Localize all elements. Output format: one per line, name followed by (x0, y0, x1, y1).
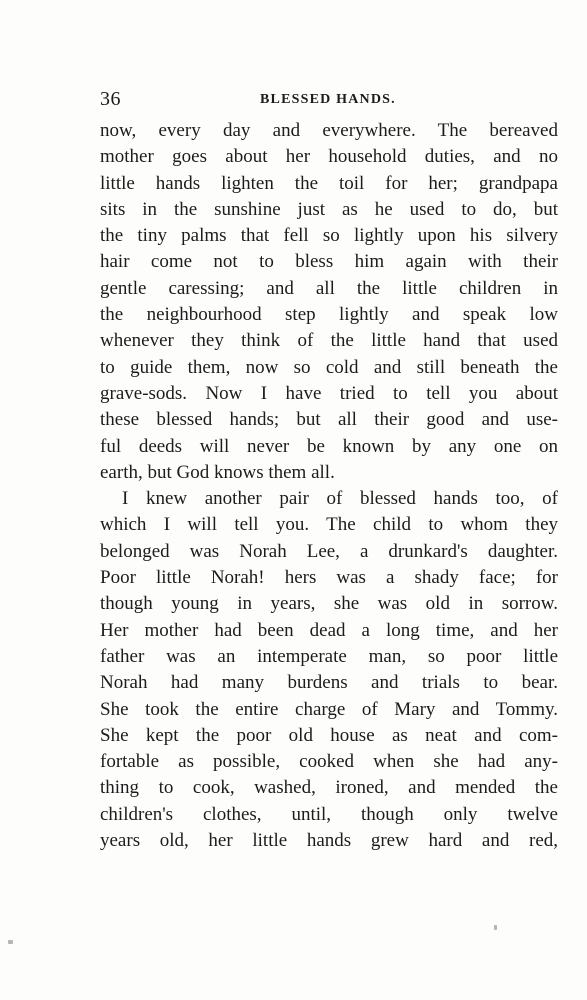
paragraph-2 (100, 486, 558, 854)
text-line: hair come not to bless him again with their (100, 251, 558, 273)
text-line: grave-sods. Now I have tried to tell you about (100, 382, 558, 404)
body-text (100, 118, 558, 854)
text-line: belonged was Norah Lee, a drunkard's daughter. (100, 540, 558, 562)
text-line: Her mother had been dead a long time, and her (100, 619, 558, 641)
paper-speck (8, 940, 13, 944)
text-line: father was an intemperate man, so poor little (100, 645, 558, 667)
text-line: years old, her little hands grew hard and red, (100, 830, 558, 852)
text-line: the tiny palms that fell so lightly upon his silvery (100, 225, 558, 247)
text-line: now, every day and everywhere. The bereaved (100, 120, 558, 141)
text-line: though young in years, she was old in sorrow. (100, 593, 558, 615)
text-line: which I will tell you. The child to whom they (100, 514, 558, 536)
text-line: little hands lighten the toil for her; grandpapa (100, 172, 558, 194)
text-line: the neighbourhood step lightly and speak low (100, 304, 558, 326)
text-line: these blessed hands; but all their good and use- (100, 409, 558, 431)
text-line: Poor little Norah! hers was a shady face; for (100, 567, 558, 589)
text-line: She took the entire charge of Mary and Tommy. (100, 698, 558, 720)
running-title: BLESSED HANDS. (260, 92, 396, 107)
text-line: whenever they think of the little hand that used (100, 330, 558, 352)
paragraph-1 (100, 118, 558, 486)
text-line: gentle caressing; and all the little children in (100, 277, 558, 299)
paper-speck (494, 925, 497, 930)
text-line: sits in the sunshine just as he used to do, but (100, 198, 558, 220)
text-line: I knew another pair of blessed hands too, of (122, 488, 558, 510)
text-line: to guide them, now so cold and still beneath the (100, 356, 558, 378)
text-line: children's clothes, until, though only twelve (100, 803, 558, 825)
text-line: ful deeds will never be known by any one on (100, 435, 558, 457)
text-line: mother goes about her household duties, and no (100, 146, 558, 168)
text-line: fortable as possible, cooked when she had any- (100, 751, 558, 773)
text-line: Norah had many burdens and trials to bear. (100, 672, 558, 694)
page-number: 36 (100, 88, 121, 110)
text-line: earth, but God knows them all. (100, 461, 335, 483)
text-line: thing to cook, washed, ironed, and mended the (100, 777, 558, 799)
running-header (100, 88, 558, 110)
text-line: She kept the poor old house as neat and com- (100, 724, 558, 746)
